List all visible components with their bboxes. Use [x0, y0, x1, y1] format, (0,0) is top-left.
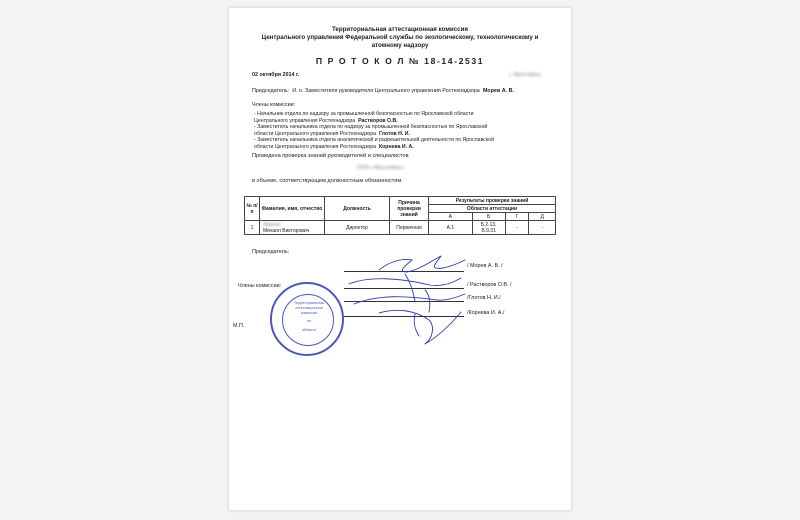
- sign-name-4: /Корнева И. А./: [467, 310, 505, 316]
- row-position: Директор: [325, 221, 390, 235]
- col-a: А: [429, 213, 473, 221]
- document-page: [229, 8, 571, 510]
- scope-line: в объеме, соответствующем должностным обязанностям.: [252, 178, 403, 184]
- stamp-line-5: области: [302, 328, 316, 332]
- members-line-2: Центрального управления Ростехнадзора Растворов О.В.: [254, 117, 398, 124]
- sign-chairman-label: Председатель:: [252, 249, 290, 255]
- organization-name: ООО «Ярославль»: [357, 165, 405, 171]
- stamp-line-1: Территориальная: [293, 301, 325, 305]
- stamp-line-3: комиссия: [300, 311, 318, 315]
- row-area-d: -: [529, 221, 556, 235]
- row-area-a: А.1: [429, 221, 473, 235]
- mp-label: М.П.: [233, 323, 245, 329]
- col-b: Б: [472, 213, 505, 221]
- header-line-1: Территориальная аттестационная комиссия: [331, 26, 469, 33]
- members-label: Члены комиссии:: [252, 102, 296, 108]
- chairman-role: И. о. Заместителя руководителя Центрального управления Ростехнадзора: [292, 88, 480, 94]
- check-line: Проведена проверка знаний руководителей и специалистов: [252, 153, 409, 159]
- signature-member-1: [349, 274, 461, 302]
- member-name-3: Корнева И. А.: [378, 143, 414, 150]
- row-reason: Первичная: [390, 221, 429, 235]
- chairman-prefix: Председатель:: [252, 88, 290, 94]
- members-line-3: - Заместитель начальника отдела по надзору за промышленной безопасностью по Ярославской: [254, 124, 488, 130]
- members-line-1: - Начальник отдела по надзору за промышленной безопасностью по Ярославской области: [254, 111, 474, 117]
- row-given-name: Михаил Викторович: [263, 227, 310, 234]
- row-area-g: -: [505, 221, 529, 235]
- protocol-city: г. Ярославль: [509, 72, 541, 78]
- protocol-title: П Р О Т О К О Л № 18-14-2531: [315, 56, 485, 66]
- sign-name-1: / Морев А. В. /: [467, 263, 503, 269]
- member-name-1: Растворов О.В.: [358, 117, 398, 124]
- members-line-6: области Центрального управления Ростехнадзора Корнева И. А.: [254, 143, 414, 150]
- sign-name-2: / Растворов О.В. /: [467, 282, 512, 288]
- signature-member-3: [379, 310, 461, 344]
- row-area-b: Б.2.13, Б.9.31: [472, 221, 505, 235]
- stamp-line-2: аттестационная: [295, 306, 323, 310]
- sign-members-label: Члены комиссии:: [238, 283, 282, 289]
- header-line-3: атомному надзору: [371, 42, 429, 49]
- col-num: № п/п: [245, 197, 260, 221]
- row-surname: Иванов: [263, 221, 281, 228]
- col-d: Д: [529, 213, 556, 221]
- protocol-date: 02 октября 2014 г.: [252, 72, 300, 78]
- member-name-2: Глотов Н. И.: [378, 130, 410, 137]
- sign-name-3: /Глотов Н. И./: [467, 295, 501, 301]
- col-name: Фамилия, имя, отчество: [260, 197, 325, 221]
- col-results: Результаты проверки знаний: [429, 197, 556, 205]
- col-areas: Области аттестации: [429, 205, 556, 213]
- members-line-4: области Центрального управления Ростехнадзора Глотов Н. И.: [254, 130, 410, 137]
- signature-chairman: [379, 256, 465, 272]
- header-line-2: Центрального управления Федеральной службы по экологическому, технологическому и: [261, 34, 539, 41]
- col-reason: Причина проверки знаний: [390, 197, 429, 221]
- chairman-name: Морев А. В.: [482, 88, 514, 94]
- row-num: 1: [245, 221, 260, 235]
- members-line-5: - Заместитель начальника отдела аналитической и разрешительной деятельности по Ярославской: [254, 137, 494, 143]
- col-position: Должность: [325, 197, 390, 221]
- col-g: Г: [505, 213, 529, 221]
- handwritten-signatures: [229, 8, 571, 510]
- stamp-line-4: по: [306, 319, 312, 323]
- signature-member-2: [354, 290, 465, 312]
